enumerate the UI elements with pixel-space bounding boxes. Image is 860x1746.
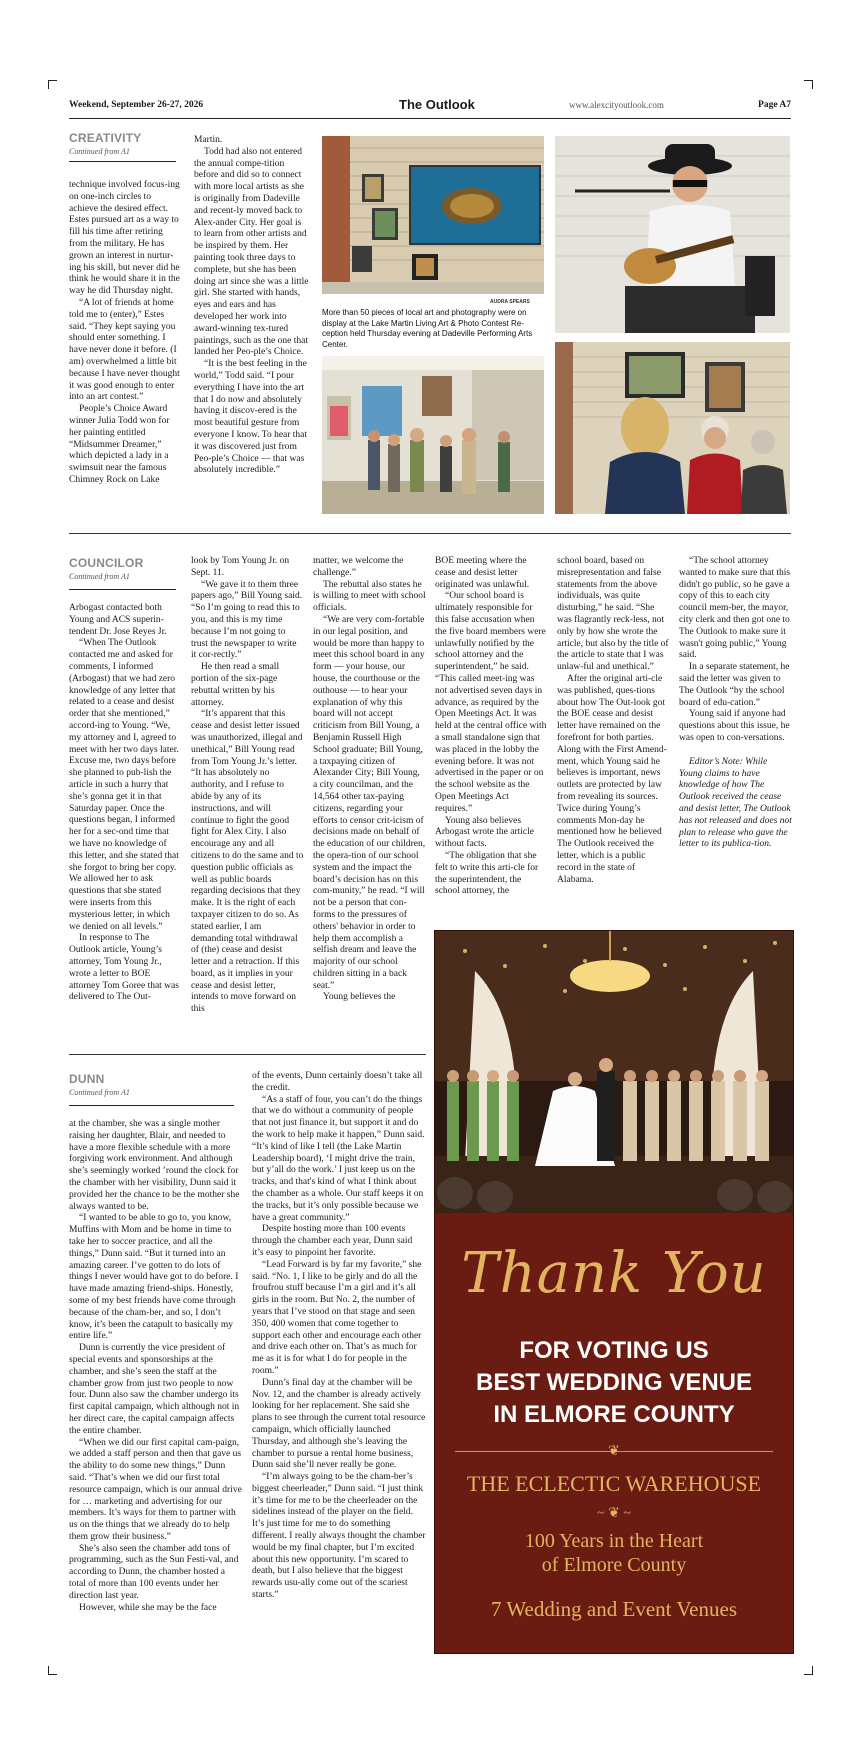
crop-mark — [804, 1666, 813, 1675]
councilor-column-5: school board, based on misrepresentation and false statements from the above individuals, was quite disturbing,” he said. “She was flagrantly reck-less, not only by how she wrote the article, but also by the title of the article to state that I was unlaw-ful and unethical.” After the original arti-cle was published, ques-tions about how The Out-look got the BOE cease and desist letter have remained on the forefront for both parties. Along with the First Amend-ment, which Young said he believes is important, news outlets are protected by law from revealing its sources. Twice during Young’s comments Mon-day he mentioned how he believed The Outlook received the letter, which is a public record in the state of Alabama. — [557, 556, 669, 885]
flourish-icon: ~ ❦ ~ — [597, 1506, 631, 1521]
ad-line-3: IN ELMORE COUNTY — [493, 1401, 735, 1428]
crop-mark — [48, 80, 57, 89]
guitarist-photo — [555, 136, 790, 333]
photo-credit: AUDRA SPEARS — [490, 299, 530, 305]
page-number: Page A7 — [758, 100, 791, 110]
section-divider — [69, 1054, 426, 1055]
creativity-continued: Continued from A1 — [69, 147, 130, 156]
councilor-column-6: “The school attorney wanted to make sure that this didn't go public, so he gave a copy of this to each city council mem-ber, the mayor, city clerk and then got one to The Outlook to make sure it wasn't going public,” Young said. In a separate statement, he said the letter was given to The Outlook “by the school board of edu-cation.” Young said if anyone had questions about this issue, he was open to con-versations. Editor’s Note: While Young claims to have knowledge of how The Outlook received the cease and desist letter, The Outlook has not released and does not plan to release who gave the letter to its publica-tion. — [679, 556, 792, 850]
issue-date: Weekend, September 26-27, 2026 — [69, 100, 204, 110]
wedding-ceremony-photo — [435, 931, 793, 1213]
councilor-column-3: matter, we welcome the challenge.” The rebuttal also states he is willing to meet with school officials. “We are very com-fortable in our legal position, and would be more than happy to meet this school board in any form — your house, our house, the courthouse or the outhouse — to hear your explanation of why this board will not accept criticism from Bill Young, a Benjamin Russell High School graduate; Bill Young, a taxpaying citizen of Alexander City; Bill Young, a city councilman, and the 14,564 other tax-paying citizens, regarding your efforts to censor crit-icism of decisions made on behalf of the education of our children, the opera-tion of our school system and the impact the board’s decision has on this com-munity,” he read. “I will not be a person that con-forms to the pressures of others' behavior in order to help them accomplish a selfish dream and leave the majority of our school children sitting in a back seat.” Young believes the — [313, 556, 426, 1003]
dunn-column-1: at the chamber, she was a single mother raising her daughter, Blair, and needed to have a more flexible schedule with a more forgiving work environment. And although she’s seemingly worked ’round the clock for the chamber with her visibility, Dunn said it provided her the chance to be the mother she always wanted to be. “I wanted to be able to go to, you know, Muffins with Mom and be home in time to take her to soccer practice, and all the things,” Dunn said. “But it turned into an amazing career. I’ve gotten to do lots of things I never would have got to do before. I have made amazing friend-ships. Honestly, some of my best friends have come through because of the cham-ber, and so, I don’t know, it’s been the catapult to basically my entire life.” Dunn is currently the vice president of special events and sponsorships at the chamber, and she’s seen the staff at the chamber grow from just two people to now four. Dunn also saw the chamber undergo its first capital campaign, which although not in her direct care, the capital campaign affects the entire chamber. “When we did our first capital cam-paign, we added a staff person and then that gave us the ability to do some new things,” Dunn said. “That’s when we did our first total resource campaign, which is our annual drive for … marketing and advertising for our members. It’s ways for them to partner with us on the things that we already do to help them grow their business.” She’s also seen the chamber add tons of programming, such as the Sun Festi-val, and according to Dunn, the chamber hosted a total of more than 100 events under her direction last year. However, while she may be the face — [69, 1119, 242, 1613]
kicker-rule — [69, 589, 176, 590]
ad-line-2: BEST WEDDING VENUE — [475, 1369, 753, 1396]
website-url[interactable]: www.alexcityoutlook.com — [569, 100, 664, 110]
ad-years-line-2: of Elmore County — [541, 1554, 687, 1576]
wedding-venue-ad[interactable] — [434, 930, 794, 1654]
gallery-guests-photo — [555, 342, 790, 514]
newspaper-name: The Outlook — [399, 97, 475, 112]
creativity-kicker: CREATIVITY — [69, 131, 142, 145]
flourish-icon: ❦ — [608, 1444, 620, 1459]
councilor-continued: Continued from A1 — [69, 572, 130, 581]
councilor-column-4: BOE meeting where the cease and desist letter originated was unlawful. “Our school board is ultimately responsible for this false accusation when the five board members were unlawfully notified by the school attorney and the superintendent,” he said. “This called meet-ing was not advertised seven days in advance, as required by the Open Meetings Act. It was held at the central office with a small standalone sign that was placed in the lobby the evening before. It was not advertised in the paper or on the school website as the Open Meetings Act requires.” Young also believes Arbogast wrote the article without facts. “The obligation that she felt to write this arti-cle for the superintendent, the school attorney, the — [435, 556, 547, 897]
venue-name: THE ECLECTIC WAREHOUSE — [466, 1471, 762, 1496]
ad-venue-count: 7 Wedding and Event Venues — [491, 1597, 737, 1621]
dunn-continued: Continued from A1 — [69, 1088, 130, 1097]
creativity-column-1: technique involved focus-ing on one-inch circles to achieve the desired effect. Estes pursued art as a way to fill his time after retiring from the military. He has grown an interest in nurtur-ing his skill, but never did he think he would share it in the way he did Thursday night. “A lot of friends at home told me to (enter),” Estes said. “They kept saying you should enter something. I have never done it before. (I am) overwhelmed a little bit because I have never thought it was good enough to enter into an art contest.” People’s Choice Award winner Julia Todd won for her painting entitled “Midsummer Dreamer,” which depicted a lady in a swimsuit near the famous Chimney Rock on Lake — [69, 180, 180, 485]
page-header — [69, 96, 791, 119]
kicker-rule — [69, 1105, 234, 1106]
crop-mark — [48, 1666, 57, 1675]
creativity-column-2: Martin. Todd had also not entered the annual compe-tition before and did so to connect with more local artists as she is originally from Dadeville and recent-ly moved back to Alex-ander City. Her goal is to learn from other artists and be inspired by them. Her painting took three days to complete, but she has been doing art since she was a little girl. She started with hands, eyes and ears and has developed her work into award-winning tex-tured paintings, such as the one that landed her Peo-ple’s Choice. “It is the best feeling in the world,” Todd said. “I pour everything I have into the art that I do now and absolutely having it discov-ered is the most beautiful gesture from everyone I know. To hear that it was discovered just from Peo-ple’s Choice — that was absolutely incredible.” — [194, 135, 309, 476]
art-gallery-photo — [322, 136, 544, 294]
art-viewers-photo — [322, 356, 544, 514]
councilor-kicker: COUNCILOR — [69, 556, 144, 570]
section-divider — [69, 533, 791, 534]
dunn-column-2: of the events, Dunn certainly doesn’t take all the credit. “As a staff of four, you can’t do the things that we do without a community of people that not just finance it, but support it and do the work to help make it happen,” Dunn said. “It’s kind of like I tell (the Lake Martin Leadership board), ‘I might drive the train, but y’all do the work.’ I just keep us on the tracks, and that's kind of what I think about the chamber as a whole. Our staff keeps it on the tracks, but it’s only possible because we have a great community.” Despite hosting more than 100 events through the chamber each year, Dunn said it’s easy to pinpoint her favorite. “Lead Forward is by far my favorite,” she said. “No. 1, I like to be girly and do all the froufrou stuff because I’m a girl and it’s all girls in the room. But No. 2, the number of years that I’ve stood on that stage and seen 350, 400 women that come together to support each other and encourage each other and drive each other on. That’s as much for me as it is for what I do for people in the room.” Dunn’s final day at the chamber will be Nov. 12, and the chamber is already actively looking for her replacement. She said she plans to see through the current total resource campaign, which officially launched Thursday, and although she’s leaving the chamber to pursue a rental home business, Dunn said she’ll never really be gone. “I’m always going to be the cham-ber’s biggest cheerleader,” Dunn said. “I just think it’s time for me to be the cheerleader on the sidelines instead of the player on the field. It’s just time for me to do something different. I really always thought the chamber would be my final chapter, but I’m excited about this new opportunity. I’m scared to death, but I also believe that the biggest rewards usu-ally come out of the scariest starts.” — [252, 1071, 426, 1601]
ad-years-line-1: 100 Years in the Heart — [524, 1530, 704, 1552]
thank-you-script: Thank You — [461, 1241, 767, 1306]
kicker-rule — [69, 161, 176, 162]
ad-line-1: FOR VOTING US — [519, 1337, 709, 1364]
councilor-column-1: Arbogast contacted both Young and ACS superin-tendent Dr. Jose Reyes Jr. “When The Outlook contacted me and asked for comments, I informed (Arbogast) that we had zero knowledge of any letter that related to a cease and desist order that she mentioned,” accord-ing to Young. “We, my attorney and I, agreed to meet with her two days later. Excuse me, two days before she planned to pub-lish the article in such a hurry that she’s gonna get it in that Saturday paper. Once the questions began, I informed her for a sec-ond time that we have no knowledge of this letter, and she stated that she forgot to bring her copy. We allowed her to ask questions that she stated were inserts from this mysterious letter, in which we denied on all levels.” In response to The Outlook article, Young’s attorney, Tom Young Jr., wrote a letter to BOE attorney Tom Goree that was delivered to The Out- — [69, 603, 179, 1003]
editors-note: Editor’s Note: While Young claims to have knowledge of how The Outlook received the cease and desist letter, The Outlook has not released and does not plan to release who gave the letter to its publica-tion. — [679, 756, 792, 850]
councilor-column-2: look by Tom Young Jr. on Sept. 11. “We gave it to them three papers ago,” Bill Young said. “So I’m going to read this to you, and this is my time because I’m not going to trust the newspaper to write it cor-rectly.” He then read a small portion of the six-page rebuttal written by his attorney. “It’s apparent that this cease and desist letter issued was unauthorized, illegal and unethical,” Bill Young read from Tom Young Jr.’s letter. “It has absolutely no authority, and I refuse to abide by any of its instructions, and will continue to fight the good fight for Alex City. I also encourage any and all citizens to do the same and to question public officials as well as public boards regarding decisions that they make. It is the right of each taxpayer citizen to do so. As stated earlier, I am demanding total withdrawal of (the) cease and desist letter and a retraction. If this board, as it implies in your cease and desist letter, intends to move forward on this — [191, 556, 304, 1015]
dunn-kicker: DUNN — [69, 1072, 105, 1086]
photo-caption: More than 50 pieces of local art and photography were on display at the Lake Martin Living Art & Photo Contest Re-ception held Thursday evening at Dadeville Performing Arts Center. — [322, 308, 533, 349]
crop-mark — [804, 80, 813, 89]
